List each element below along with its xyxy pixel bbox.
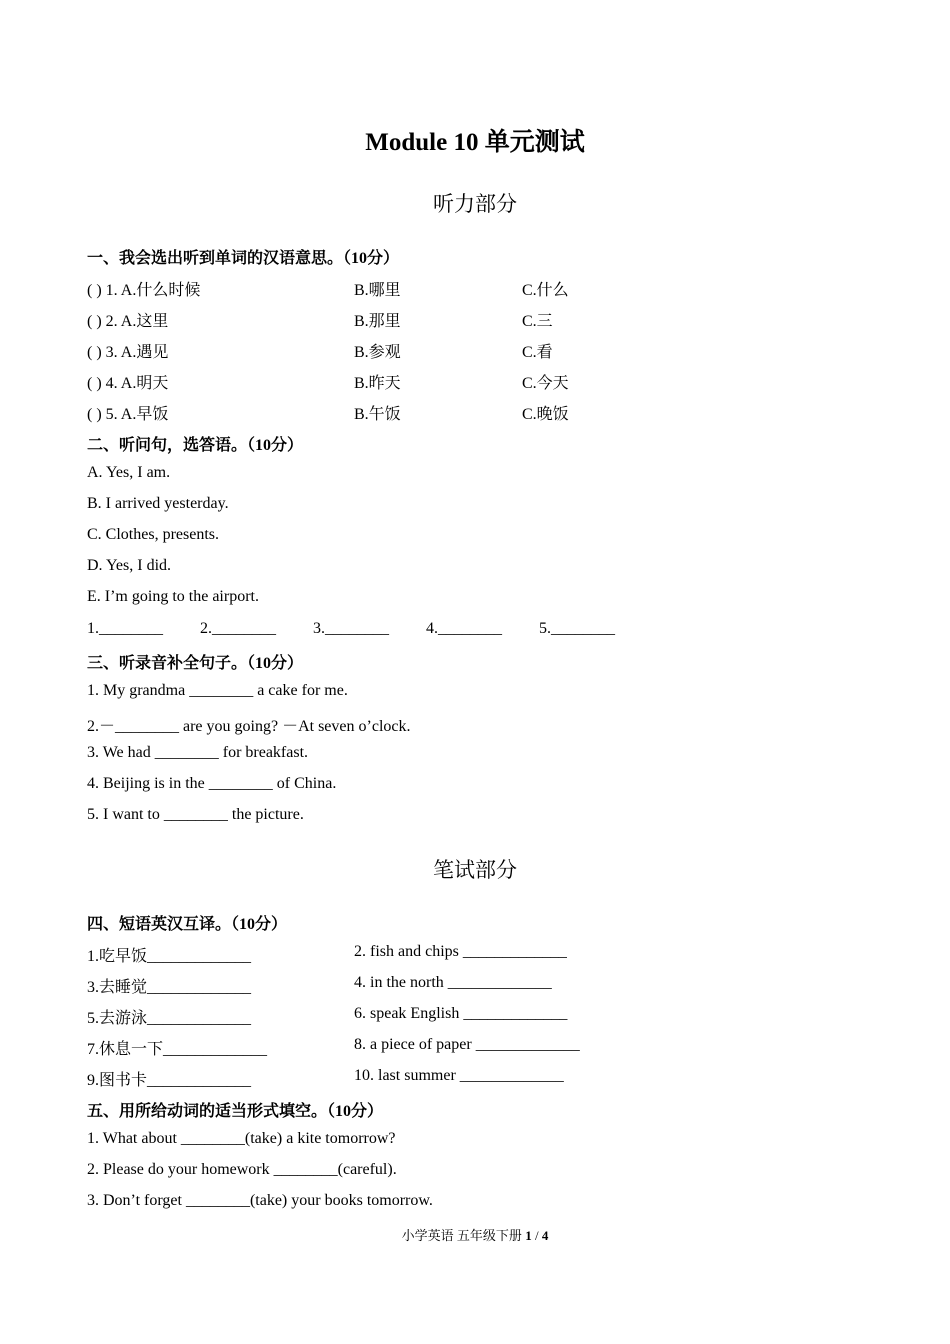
choice-option-c: C.什么 bbox=[522, 282, 569, 299]
sentence-item: 4. Beijing is in the ________ of China. bbox=[87, 775, 337, 792]
phrase-item: 5.去游泳_____________ bbox=[87, 1010, 252, 1027]
choice-item-number: ( ) 4. A.明天 bbox=[87, 375, 169, 392]
phrase-item: 2. fish and chips _____________ bbox=[354, 943, 567, 960]
section-3-heading: 三、听录音补全句子。（10分） bbox=[87, 655, 304, 672]
answer-blank: 2.________ bbox=[200, 620, 276, 637]
listening-heading: 听力部分 bbox=[433, 192, 517, 216]
choice-option-c: C.三 bbox=[522, 313, 553, 330]
fill-blank-item: 1. What about ________(take) a kite tomorrow? bbox=[87, 1130, 396, 1147]
phrase-item: 1.吃早饭_____________ bbox=[87, 948, 252, 965]
choice-option-b: B.哪里 bbox=[354, 282, 401, 299]
choice-option-c: C.看 bbox=[522, 344, 553, 361]
choice-item-number: ( ) 2. A.这里 bbox=[87, 313, 169, 330]
choice-option-b: B.昨天 bbox=[354, 375, 401, 392]
phrase-item: 9.图书卡_____________ bbox=[87, 1072, 252, 1089]
choice-item-number: ( ) 1. A.什么时候 bbox=[87, 282, 201, 299]
phrase-item: 7.休息一下_____________ bbox=[87, 1041, 268, 1058]
writing-heading: 笔试部分 bbox=[433, 858, 517, 882]
answer-blank: 4.________ bbox=[426, 620, 502, 637]
fill-blank-item: 3. Don’t forget ________(take) your books tomorrow. bbox=[87, 1192, 433, 1209]
choice-option-b: B.参观 bbox=[354, 344, 401, 361]
section-5-heading: 五、用所给动词的适当形式填空。（10分） bbox=[87, 1103, 384, 1120]
answer-option: E. I’m going to the airport. bbox=[87, 588, 259, 605]
sentence-item: 3. We had ________ for breakfast. bbox=[87, 744, 309, 761]
page-title: Module 10 单元测试 bbox=[365, 129, 585, 156]
footer-text: 小学英语 五年级下册 bbox=[401, 1228, 526, 1243]
page-total: 4 bbox=[541, 1228, 549, 1243]
sentence-item: 5. I want to ________ the picture. bbox=[87, 806, 304, 823]
phrase-item: 8. a piece of paper _____________ bbox=[354, 1036, 580, 1053]
phrase-item: 4. in the north _____________ bbox=[354, 974, 552, 991]
answer-option: A. Yes, I am. bbox=[87, 464, 171, 481]
page-separator: / bbox=[531, 1228, 542, 1243]
choice-item-number: ( ) 5. A.早饭 bbox=[87, 406, 169, 423]
answer-blank: 5.________ bbox=[539, 620, 615, 637]
phrase-item: 6. speak English _____________ bbox=[354, 1005, 568, 1022]
section-1-heading: 一、我会选出听到单词的汉语意思。（10分） bbox=[87, 250, 400, 267]
answer-option: B. I arrived yesterday. bbox=[87, 495, 229, 512]
choice-option-b: B.午饭 bbox=[354, 406, 401, 423]
answer-blank: 1.________ bbox=[87, 620, 163, 637]
section-2-heading: 二、听问句，选答语。（10分） bbox=[87, 437, 304, 454]
choice-item-number: ( ) 3. A.遇见 bbox=[87, 344, 169, 361]
answer-blank: 3.________ bbox=[313, 620, 389, 637]
sentence-item: 2.－________ are you going? －At seven o’clock. bbox=[87, 718, 411, 735]
page-footer bbox=[0, 1225, 950, 1244]
answer-option: C. Clothes, presents. bbox=[87, 526, 219, 543]
page-number: 1 bbox=[525, 1228, 532, 1243]
answer-option: D. Yes, I did. bbox=[87, 557, 172, 574]
fill-blank-item: 2. Please do your homework ________(careful). bbox=[87, 1161, 397, 1178]
phrase-item: 3.去睡觉_____________ bbox=[87, 979, 252, 996]
choice-option-c: C.晚饭 bbox=[522, 406, 569, 423]
phrase-item: 10. last summer _____________ bbox=[354, 1067, 564, 1084]
choice-option-c: C.今天 bbox=[522, 375, 569, 392]
sentence-item: 1. My grandma ________ a cake for me. bbox=[87, 682, 348, 699]
section-4-heading: 四、短语英汉互译。（10分） bbox=[87, 916, 288, 933]
choice-option-b: B.那里 bbox=[354, 313, 401, 330]
